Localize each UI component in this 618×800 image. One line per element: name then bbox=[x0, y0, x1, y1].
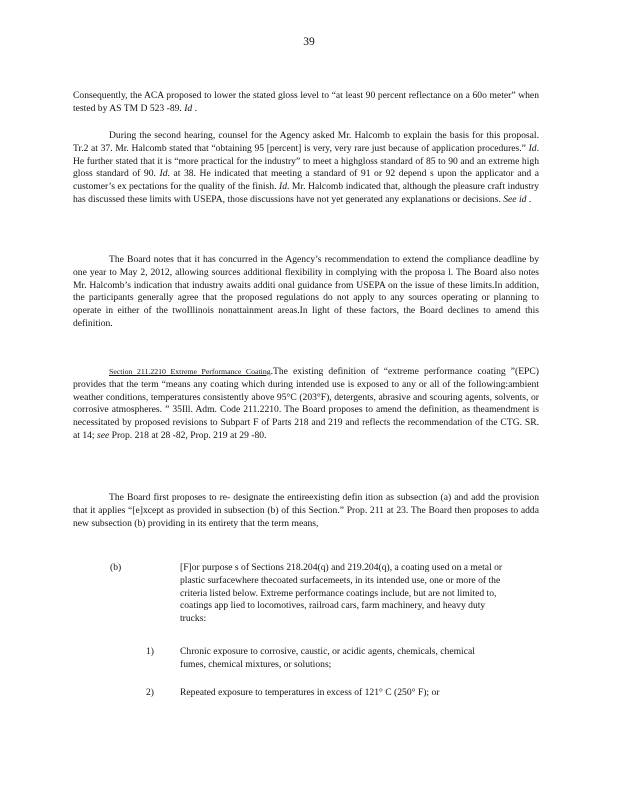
paragraph-text: .The existing definition of “extreme performance coating ”(EPC) provides that the term “means any coating which during intended use is exposed to any or all of the following:ambient weather conditions, temperatures consistently above 95°C (203°F), detergents, abrasive and scouring agents, solvents, or corrosive atmospheres. ” 35Ill. Adm. Code 211.2210. The Board proposes to amend the definition, as theamendment is necessitated by proposed revisions to Subpart F of Parts 218 and 219 and reflects the recommendation of the CTG. SR. at 14; bbox=[73, 366, 539, 441]
paragraph-text: The Board first proposes to re- designate the entireexisting defin ition as subsection (a) and add the provision that it applies “[e]xcept as provided in subsection (b) of this Section.” Prop. 211 at 23. The Board then proposes to adda new subsection (b) providing in its entirety that the term means, bbox=[73, 492, 539, 529]
list-item-text: Repeated exposure to temperatures in excess of 121° C (250° F); or bbox=[180, 687, 440, 698]
list-item-text: Chronic exposure to corrosive, caustic, or acidic agents, chemicals, chemical fumes, chemical mixtures, or solutions; bbox=[180, 646, 475, 670]
paragraph-text: Prop. 218 at 28 -82, Prop. 219 at 29 -80. bbox=[111, 429, 267, 441]
list-item-label: 1) bbox=[146, 646, 154, 657]
block-quote-definition: [F]or purpose s of Sections 218.204(q) and 219.204(q), a coating used on a metal or plastic surfacewhere thecoated surfacemeets, in its intended use, one or more of the criteria listed below. Extreme performance coatings include, but are not limited to, coatings app lied to locomotives, railroad cars, farm machinery, and heavy duty trucks: bbox=[180, 562, 503, 625]
paragraph-board-proposes bbox=[73, 492, 539, 530]
paragraph-gloss-level: Consequently, the ACA proposed to lower the stated gloss level to “at least 90 percent reflectance on a 60o meter” when tested by AS TM D 523 -89. Id . bbox=[73, 90, 539, 114]
paragraph-board-notes bbox=[73, 254, 539, 331]
citation-id: Id bbox=[184, 102, 193, 114]
paragraph-section-211-2210 bbox=[73, 366, 539, 443]
list-item-label: 2) bbox=[146, 687, 154, 698]
paragraph-text: Consequently, the ACA proposed to lower the stated gloss level to “at least 90 percent reflectance on a 60o meter” when tested by AS TM D 523 -89. bbox=[73, 90, 539, 114]
citation-id: Id bbox=[528, 142, 537, 154]
section-heading: Section 211.2210 Extreme Performance Coating bbox=[109, 367, 271, 376]
paragraph-text: During the second hearing, counsel for the Agency asked Mr. Halcomb to explain the basis for this proposal. Tr.2 at 37. Mr. Halcomb stated that “obtaining 95 [percent] is very, very rare just because of application procedures.” bbox=[73, 130, 539, 154]
citation-see-id: See id bbox=[503, 193, 527, 205]
paragraph-text: . He further stated that it is “more practical for the industry” to meet a highgloss standard of 85 to 90 and an extreme high gloss standard of 90. bbox=[73, 142, 539, 180]
citation-id: Id bbox=[159, 168, 168, 180]
citation-see: see bbox=[97, 429, 110, 441]
citation-id: Id bbox=[279, 181, 287, 193]
page-number: 39 bbox=[303, 36, 315, 48]
paragraph-text: . Mr. Halcomb indicated that, although the pleasure craft industry has discussed these limits with USEPA, those discussions have not yet generated any explanations or decisions. bbox=[73, 181, 539, 205]
subsection-label: (b) bbox=[110, 562, 122, 573]
paragraph-text: The Board notes that it has concurred in the Agency’s recommendation to extend the compliance deadline by one year to May 2, 2012, allowing sources additional flexibility in complying with the proposa l. The Board also notes Mr. Halcomb’s indication that industry awaits additi onal guidance from USEPA on the issue of these limits.In addition, the participants generally agree that the proposed regulations do not apply to any sources operating or planning to operate in either of the twoIllinois nonattainment areas.In light of these factors, the Board declines to amend this definition. bbox=[73, 254, 539, 329]
paragraph-text: . at 38. He indicated that meeting a standard of 91 or 92 depend s upon the applicator and a customer’s ex pectations for the quality of the finish. bbox=[73, 168, 540, 193]
paragraph-second-hearing: During the second hearing, counsel for the Agency asked Mr. Halcomb to explain the basis for this proposal. Tr.2 at 37. Mr. Halcomb stated that “obtaining 95 [percent] is very, very rare just because of application procedures.” Id. He further stated that it is “more practical for the industry” to meet a highgloss standard of 85 to 90 and an extreme high gloss standard of 90. Id. at 38. He indicated that meeting a standard of 91 or 92 depend s upon the applicator and a customer’s ex pectations for the quality of the finish. Id. Mr. Halcomb indicated that, although the pleasure craft industry has discussed these limits with USEPA, those discussions have not yet generated any explanations or decisions. See id . bbox=[73, 130, 540, 205]
